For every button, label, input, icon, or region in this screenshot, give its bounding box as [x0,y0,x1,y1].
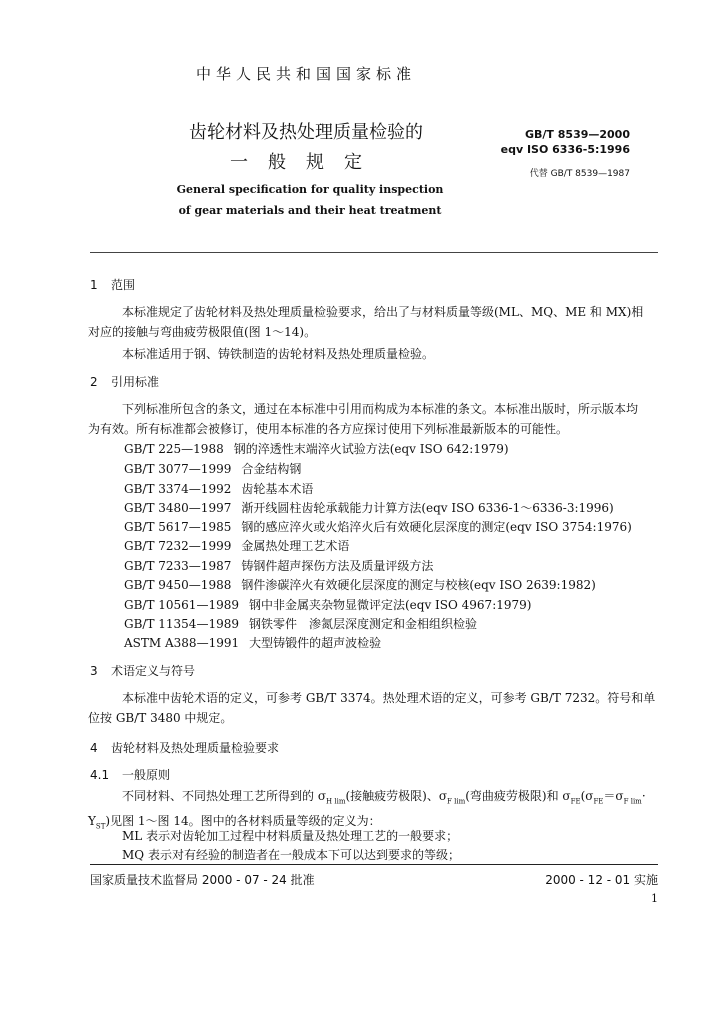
equivalent-standard: eqv ISO 6336-5:1996 [500,143,630,156]
text-run: (弯曲疲劳极限)和 σ [465,789,571,803]
reference-code: GB/T 5617—1985 [124,520,232,534]
grade-definition-mq [98,845,658,865]
grade-definition-ml [98,826,658,846]
section-3-paragraph-1 [88,688,658,728]
reference-item [124,576,596,593]
reference-item [124,440,509,457]
national-standard-heading: 中华人民共和国国家标准 [195,65,416,83]
effective-date: 2000 - 12 - 01 实施 [545,873,658,887]
reference-item [124,615,477,632]
section-title: 术语定义与符号 [111,664,196,678]
text-line: 位按 GB/T 3480 中规定。 [88,711,233,725]
subsection-title: 一般原则 [122,768,171,782]
reference-code: GB/T 9450—1988 [124,578,232,592]
section-4-heading [90,739,279,756]
footer-divider [90,864,658,865]
reference-title: 钢中非金属夹杂物显微评定法(eqv ISO 4967:1979) [248,598,532,612]
reference-title: 钢的淬透性末端淬火试验方法(eqv ISO 642:1979) [233,442,509,456]
text-run: ＝σ [603,789,624,803]
text-run: 不同材料、不同热处理工艺所得到的 σ [122,789,327,803]
title-cn-line1: 齿轮材料及热处理质量检验的 [189,122,423,143]
reference-title: 大型铸锻件的超声波检验 [249,636,382,650]
section-number: 3 [90,664,98,678]
replaces-standard: 代替 GB/T 8539—1987 [529,169,630,179]
text-run: Y [88,814,96,829]
section-1-paragraph-1 [88,302,658,342]
reference-code: GB/T 225—1988 [124,442,224,456]
reference-code: GB/T 3374—1992 [124,482,232,496]
section-title: 齿轮材料及热处理质量检验要求 [111,741,280,755]
reference-title: 铸钢件超声探伤方法及质量评级方法 [241,559,434,573]
reference-title: 齿轮基本术语 [241,482,314,496]
page-number: 1 [651,892,658,905]
subscript: H lim [326,797,346,806]
text-run: · [641,789,646,803]
section-2-heading [90,373,159,390]
subscript: FE [593,797,604,806]
reference-title: 合金结构钢 [241,462,302,476]
reference-item [124,518,632,535]
section-number: 2 [90,375,98,389]
text-line: ML 表示对齿轮加工过程中材料质量及热处理工艺的一般要求； [122,829,459,843]
subscript: F lim [447,797,466,806]
section-1-paragraph-2 [98,344,658,364]
reference-item [124,596,531,613]
reference-item [124,537,349,554]
reference-code: GB/T 11354—1989 [124,617,239,631]
reference-title: 钢的感应淬火或火焰淬火后有效硬化层深度的测定(eqv ISO 3754:1976) [241,520,632,534]
reference-code: GB/T 10561—1989 [124,598,239,612]
section-number: 4 [90,741,98,755]
text-line: MQ 表示对有经验的制造者在一般成本下可以达到要求的等级； [122,848,460,862]
reference-item [124,480,313,497]
reference-item [124,557,433,574]
text-line: 本标准规定了齿轮材料及热处理质量检验要求，给出了与材料质量等级(ML、MQ、ME 和 MX)相 [122,305,644,319]
subsection-4-1-heading [90,766,170,783]
reference-title: 渐开线圆柱齿轮承载能力计算方法(eqv ISO 6336-1～6336-3:1996) [241,501,614,515]
reference-item [124,460,301,477]
reference-title: 钢铁零件 渗氮层深度测定和金相组织检验 [248,617,477,631]
title-en-line2: of gear materials and their heat treatment [178,204,442,217]
section-title: 引用标准 [111,375,160,389]
reference-item [124,634,381,651]
reference-title: 钢件渗碳淬火有效硬化层深度的测定与校核(eqv ISO 2639:1982) [241,578,596,592]
approval-date: 国家质量技术监督局 2000 - 07 - 24 批准 [90,873,315,887]
text-run: (σ [580,789,594,803]
reference-code: GB/T 3077—1999 [124,462,232,476]
text-line: 下列标准所包含的条文，通过在本标准中引用而构成为本标准的条文。本标准出版时，所示版本均 [122,402,639,416]
reference-code: GB/T 7232—1999 [124,539,232,553]
title-cn-line2: 一般规定 [230,152,382,173]
section-3-heading [90,662,195,679]
section-title: 范围 [111,278,136,292]
text-line: 本标准中齿轮术语的定义，可参考 GB/T 3374。热处理术语的定义，可参考 GB/T 7232。符号和单 [122,691,656,705]
standard-code: GB/T 8539—2000 [525,128,630,141]
section-number: 1 [90,278,98,292]
text-line: 本标准适用于钢、铸铁制造的齿轮材料及热处理质量检验。 [122,347,435,361]
document-body [88,0,658,862]
reference-code: GB/T 3480—1997 [124,501,232,515]
reference-code: GB/T 7233—1987 [124,559,232,573]
reference-title: 金属热处理工艺术语 [241,539,350,553]
reference-item [124,499,614,516]
section-2-paragraph-1 [88,399,658,439]
subscript: F lim [623,797,642,806]
text-run: )见图 1～图 14。图中的各材料质量等级的定义为： [105,814,381,829]
title-en-line1: General specification for quality inspection [176,183,444,196]
text-run: (接触疲劳极限)、σ [345,789,448,803]
subsection-number: 4.1 [90,768,110,782]
subscript: ST [95,822,106,831]
subscript: FE [570,797,581,806]
text-line: 对应的接触与弯曲疲劳极限值(图 1～14)。 [88,325,317,339]
reference-code: ASTM A388—1991 [124,636,240,650]
text-line: 为有效。所有标准都会被修订，使用本标准的各方应探讨使用下列标准最新版本的可能性。 [88,422,569,436]
section-1-heading [90,276,135,293]
